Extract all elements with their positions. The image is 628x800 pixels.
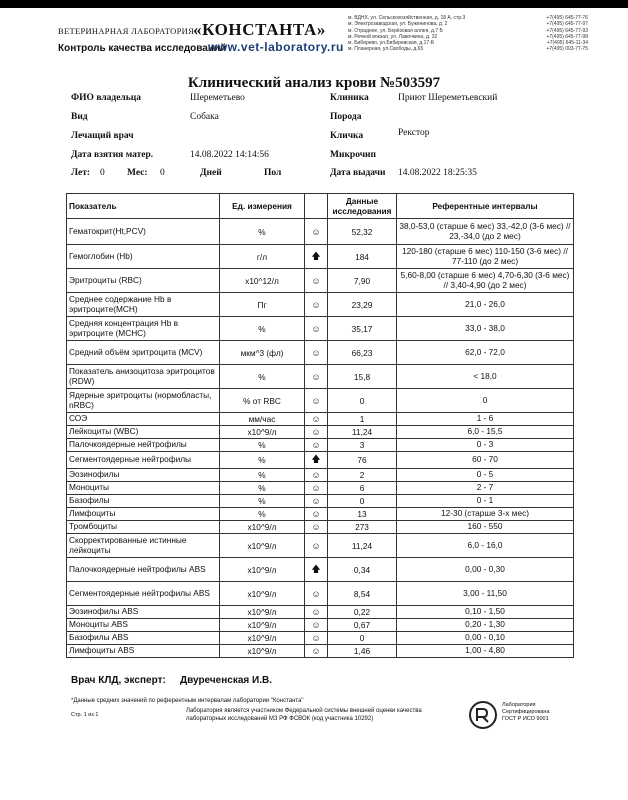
table-row bbox=[67, 534, 574, 558]
row-name: Палочкоядерные нейтрофилы ABS bbox=[67, 558, 220, 582]
row-flag-icon: ☺ bbox=[305, 269, 328, 293]
doctor-label: Врач КЛД, эксперт: bbox=[71, 675, 166, 686]
row-ref: < 18,0 bbox=[397, 365, 574, 389]
lab-header bbox=[58, 10, 588, 60]
table-row bbox=[67, 582, 574, 606]
row-value: 13 bbox=[328, 508, 397, 521]
row-ref: 5,60-8,00 (старше 6 мес) 4,70-6,30 (3-6 мес) // 3,40-4,90 (до 2 мес) bbox=[397, 269, 574, 293]
days-label: Дней bbox=[200, 168, 222, 178]
sample-date-label: Дата взятия матер. bbox=[71, 150, 154, 160]
results-table bbox=[66, 193, 574, 658]
table-row bbox=[67, 469, 574, 482]
species-value: Собака bbox=[190, 112, 219, 122]
row-unit: x10^9/л bbox=[220, 521, 305, 534]
row-ref: 2 - 7 bbox=[397, 482, 574, 495]
row-name: Тромбоциты bbox=[67, 521, 220, 534]
row-name: Ядерные эритроциты (нормобласты, nRBC) bbox=[67, 389, 220, 413]
clinic-value: Приют Шереметьевский bbox=[398, 93, 498, 103]
row-flag-icon: 🡅 bbox=[305, 452, 328, 469]
row-ref: 3,00 - 11,50 bbox=[397, 582, 574, 606]
row-ref: 1 - 6 bbox=[397, 413, 574, 426]
address-list bbox=[348, 15, 588, 53]
row-flag-icon: ☺ bbox=[305, 389, 328, 413]
table-row bbox=[67, 389, 574, 413]
clinic-label: Клиника bbox=[330, 93, 369, 103]
page-number: Стр. 1 из 1 bbox=[71, 712, 99, 718]
row-flag-icon: ☺ bbox=[305, 582, 328, 606]
lab-website: www.vet-laboratory.ru bbox=[208, 40, 344, 54]
row-ref: 12-30 (старше 3-х мес) bbox=[397, 508, 574, 521]
row-unit: x10^9/л bbox=[220, 632, 305, 645]
row-value: 0,67 bbox=[328, 619, 397, 632]
cert-line-1: Лаборатория bbox=[502, 702, 536, 708]
table-row bbox=[67, 619, 574, 632]
row-ref: 6,0 - 15,5 bbox=[397, 426, 574, 439]
row-ref: 33,0 - 38,0 bbox=[397, 317, 574, 341]
row-value: 1,46 bbox=[328, 645, 397, 658]
row-unit: мкм^3 (фл) bbox=[220, 341, 305, 365]
row-name: Лимфоциты bbox=[67, 508, 220, 521]
row-value: 52,32 bbox=[328, 219, 397, 245]
issue-date-label: Дата выдачи bbox=[330, 168, 386, 178]
row-unit: % bbox=[220, 508, 305, 521]
row-ref: 0,20 - 1,30 bbox=[397, 619, 574, 632]
row-unit: % bbox=[220, 365, 305, 389]
months-value: 0 bbox=[160, 168, 165, 178]
address-text: м. Электрозаводская, ул. Буженинова, д. 2 bbox=[348, 21, 448, 28]
cert-line-3: ГОСТ Р ИСО 9001 bbox=[502, 716, 549, 722]
row-flag-icon: ☺ bbox=[305, 534, 328, 558]
microchip-label: Микрочип bbox=[330, 150, 377, 160]
row-unit: Пг bbox=[220, 293, 305, 317]
table-row bbox=[67, 317, 574, 341]
row-flag-icon: ☺ bbox=[305, 606, 328, 619]
row-ref: 21,0 - 26,0 bbox=[397, 293, 574, 317]
row-name: Гематокрит(Ht,PCV) bbox=[67, 219, 220, 245]
sample-date-value: 14.08.2022 14:14:56 bbox=[190, 150, 269, 160]
table-row bbox=[67, 606, 574, 619]
header-unit: Ед. измерения bbox=[220, 194, 305, 219]
row-value: 15,8 bbox=[328, 365, 397, 389]
table-row bbox=[67, 482, 574, 495]
row-name: Базофилы ABS bbox=[67, 632, 220, 645]
row-name: Палочкоядерные нейтрофилы bbox=[67, 439, 220, 452]
row-value: 0 bbox=[328, 495, 397, 508]
row-unit: x10^12/л bbox=[220, 269, 305, 293]
sex-label: Пол bbox=[264, 168, 282, 178]
row-name: Показатель анизоцитоза эритроцитов (RDW) bbox=[67, 365, 220, 389]
row-unit: x10^9/л bbox=[220, 619, 305, 632]
row-unit: x10^9/л bbox=[220, 645, 305, 658]
row-name: Моноциты ABS bbox=[67, 619, 220, 632]
species-label: Вид bbox=[71, 112, 88, 122]
row-name: Среднее содержание Hb в эритроците(MCH) bbox=[67, 293, 220, 317]
row-flag-icon: ☺ bbox=[305, 521, 328, 534]
address-phone: +7(495) 645-11-34 bbox=[546, 40, 588, 47]
row-unit: % bbox=[220, 482, 305, 495]
address-phone: +7(495) 645-77-98 bbox=[546, 33, 588, 40]
footnote: *Данные средних значений по референтным интервалам лаборатории "Константа" bbox=[71, 698, 304, 704]
row-unit: % bbox=[220, 495, 305, 508]
row-ref: 0,00 - 0,10 bbox=[397, 632, 574, 645]
row-unit: x10^9/л bbox=[220, 426, 305, 439]
top-border bbox=[0, 0, 628, 8]
row-value: 273 bbox=[328, 521, 397, 534]
header-result: Данные исследования bbox=[328, 194, 397, 219]
row-name: Базофилы bbox=[67, 495, 220, 508]
table-row bbox=[67, 365, 574, 389]
lab-name: «КОНСТАНТА» bbox=[193, 20, 326, 39]
row-value: 3 bbox=[328, 439, 397, 452]
table-row bbox=[67, 508, 574, 521]
address-text: м. Речной вокзал, ул. Лавочкина, д. 32 bbox=[348, 33, 438, 40]
row-flag-icon: ☺ bbox=[305, 439, 328, 452]
address-phone: +7(495) 645-77-93 bbox=[546, 27, 588, 34]
table-row bbox=[67, 632, 574, 645]
row-unit: % bbox=[220, 219, 305, 245]
row-value: 66,23 bbox=[328, 341, 397, 365]
row-name: Сегментоядерные нейтрофилы bbox=[67, 452, 220, 469]
row-ref: 160 - 550 bbox=[397, 521, 574, 534]
table-row bbox=[67, 341, 574, 365]
row-flag-icon: ☺ bbox=[305, 341, 328, 365]
nickname-value: Рекстор bbox=[398, 128, 430, 138]
owner-label: ФИО владельца bbox=[71, 93, 141, 103]
row-value: 6 bbox=[328, 482, 397, 495]
row-value: 184 bbox=[328, 245, 397, 269]
table-row bbox=[67, 245, 574, 269]
row-unit: x10^9/л bbox=[220, 534, 305, 558]
address-text: м. Бибирево, ул.Бибиревская, д.17-Б bbox=[348, 40, 435, 47]
row-value: 35,17 bbox=[328, 317, 397, 341]
header-indicator: Показатель bbox=[67, 194, 220, 219]
row-name: Лейкоциты (WBC) bbox=[67, 426, 220, 439]
row-flag-icon: ☺ bbox=[305, 645, 328, 658]
row-value: 0,34 bbox=[328, 558, 397, 582]
row-ref: 0,00 - 0,30 bbox=[397, 558, 574, 582]
row-ref: 60 - 70 bbox=[397, 452, 574, 469]
row-name: Моноциты bbox=[67, 482, 220, 495]
table-row bbox=[67, 269, 574, 293]
row-ref: 0 bbox=[397, 389, 574, 413]
nickname-label: Кличка bbox=[330, 131, 364, 141]
row-unit: % bbox=[220, 469, 305, 482]
row-unit: % bbox=[220, 452, 305, 469]
row-unit: x10^9/л bbox=[220, 606, 305, 619]
document-title: Клинический анализ крови №503597 bbox=[187, 75, 441, 91]
row-flag-icon: ☺ bbox=[305, 219, 328, 245]
row-flag-icon: ☺ bbox=[305, 482, 328, 495]
address-row bbox=[348, 46, 588, 52]
owner-value: Шереметьево bbox=[190, 93, 245, 103]
row-name: Гемоглобин (Hb) bbox=[67, 245, 220, 269]
years-label: Лет: bbox=[71, 168, 91, 178]
row-value: 76 bbox=[328, 452, 397, 469]
attending-doctor-label: Лечащий врач bbox=[71, 131, 134, 141]
row-value: 0 bbox=[328, 632, 397, 645]
header-ref: Референтные интервалы bbox=[397, 194, 574, 219]
row-ref: 0 - 1 bbox=[397, 495, 574, 508]
row-flag-icon: ☺ bbox=[305, 508, 328, 521]
row-ref: 38,0-53,0 (старше 6 мес) 33,-42,0 (3-6 мес) // 23,-34,0 (до 2 мес) bbox=[397, 219, 574, 245]
issue-date-value: 14.08.2022 18:25:35 bbox=[398, 168, 477, 178]
certification-text bbox=[502, 702, 550, 723]
row-flag-icon: 🡅 bbox=[305, 245, 328, 269]
address-phone: +7(495) 645-77-76 bbox=[546, 15, 588, 21]
breed-label: Порода bbox=[330, 112, 362, 122]
address-phone: +7(495) 645-77-97 bbox=[546, 21, 588, 28]
table-header-row bbox=[67, 194, 574, 219]
table-row bbox=[67, 521, 574, 534]
doctor-name: Двуреченская И.В. bbox=[180, 675, 272, 686]
row-ref: 120-180 (старше 6 мес) 110-150 (3-6 мес) // 77-110 (до 2 мес) bbox=[397, 245, 574, 269]
row-ref: 6,0 - 16,0 bbox=[397, 534, 574, 558]
row-value: 23,29 bbox=[328, 293, 397, 317]
table-row bbox=[67, 452, 574, 469]
row-name: Эритроциты (RBC) bbox=[67, 269, 220, 293]
row-name: Скорректированные истинные лейкоциты bbox=[67, 534, 220, 558]
table-row bbox=[67, 645, 574, 658]
row-value: 11,24 bbox=[328, 426, 397, 439]
row-value: 8,54 bbox=[328, 582, 397, 606]
row-unit: x10^9/л bbox=[220, 558, 305, 582]
address-phone: +7(495) 003-77-75 bbox=[546, 46, 588, 53]
row-flag-icon: ☺ bbox=[305, 365, 328, 389]
row-name: Средний объём эритроцита (MCV) bbox=[67, 341, 220, 365]
cert-line-2: Сертифицирована bbox=[502, 709, 550, 715]
table-row bbox=[67, 413, 574, 426]
lab-subtitle: Контроль качества исследований bbox=[58, 43, 227, 54]
row-unit: мм/час bbox=[220, 413, 305, 426]
row-ref: 1,00 - 4,80 bbox=[397, 645, 574, 658]
row-flag-icon: ☺ bbox=[305, 426, 328, 439]
row-value: 7,90 bbox=[328, 269, 397, 293]
row-ref: 0 - 5 bbox=[397, 469, 574, 482]
row-name: Лимфоциты ABS bbox=[67, 645, 220, 658]
row-unit: % от RBC bbox=[220, 389, 305, 413]
row-ref: 62,0 - 72,0 bbox=[397, 341, 574, 365]
row-flag-icon: ☺ bbox=[305, 619, 328, 632]
row-value: 0,22 bbox=[328, 606, 397, 619]
lab-prefix: ВЕТЕРИНАРНАЯ ЛАБОРАТОРИЯ bbox=[58, 26, 195, 36]
row-flag-icon: 🡅 bbox=[305, 558, 328, 582]
months-label: Мес: bbox=[127, 168, 148, 178]
row-value: 1 bbox=[328, 413, 397, 426]
table-row bbox=[67, 439, 574, 452]
table-row bbox=[67, 219, 574, 245]
row-flag-icon: ☺ bbox=[305, 469, 328, 482]
address-text: м. ВДНХ, ул. Сельскохозяйственная, д. 18 А, стр.3 bbox=[348, 15, 466, 21]
row-unit: % bbox=[220, 439, 305, 452]
row-name: СОЭ bbox=[67, 413, 220, 426]
table-row bbox=[67, 558, 574, 582]
table-row bbox=[67, 495, 574, 508]
footer-text: Лаборатория является участником Федеральной системы внешней оценки качества лабораторных исследований МЗ РФ ФСВОК (код участника 10292) bbox=[186, 708, 422, 722]
row-unit: x10^9/л bbox=[220, 582, 305, 606]
row-name: Эозинофилы bbox=[67, 469, 220, 482]
years-value: 0 bbox=[100, 168, 105, 178]
address-text: м. Планерная, ул.Свободы, д.65 bbox=[348, 46, 424, 53]
row-name: Эозинофилы ABS bbox=[67, 606, 220, 619]
row-ref: 0 - 3 bbox=[397, 439, 574, 452]
row-flag-icon: ☺ bbox=[305, 632, 328, 645]
row-value: 0 bbox=[328, 389, 397, 413]
row-unit: г/л bbox=[220, 245, 305, 269]
row-name: Сегментоядерные нейтрофилы ABS bbox=[67, 582, 220, 606]
table-row bbox=[67, 293, 574, 317]
row-name: Средняя концентрация Hb в эритроците (MCHC) bbox=[67, 317, 220, 341]
row-flag-icon: ☺ bbox=[305, 413, 328, 426]
row-flag-icon: ☺ bbox=[305, 293, 328, 317]
table-row bbox=[67, 426, 574, 439]
row-flag-icon: ☺ bbox=[305, 495, 328, 508]
row-flag-icon: ☺ bbox=[305, 317, 328, 341]
row-value: 11,24 bbox=[328, 534, 397, 558]
row-unit: % bbox=[220, 317, 305, 341]
row-ref: 0,10 - 1,50 bbox=[397, 606, 574, 619]
header-flag bbox=[305, 194, 328, 219]
row-value: 2 bbox=[328, 469, 397, 482]
certification-logo-icon bbox=[468, 700, 498, 730]
address-text: м. Отрадное, ул. Берёзовая аллея, д.7 Б bbox=[348, 27, 443, 34]
